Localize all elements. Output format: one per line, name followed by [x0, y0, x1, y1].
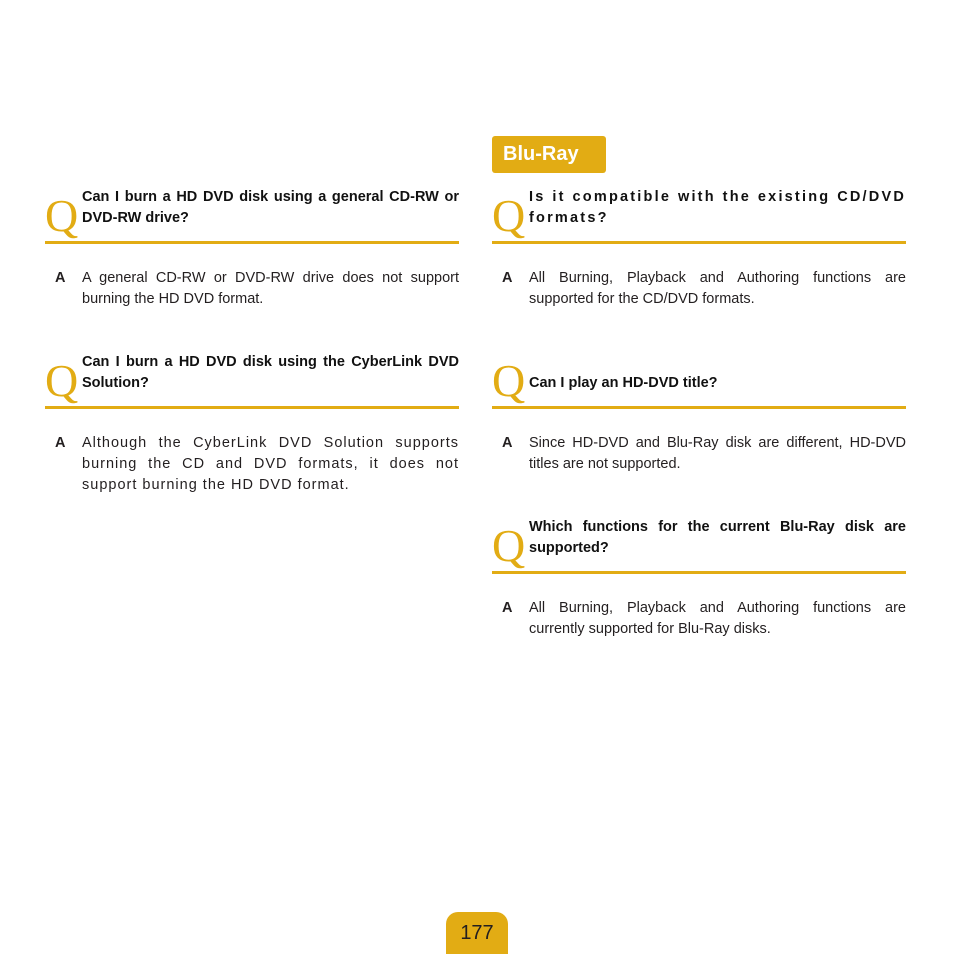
answer-text: Since HD-DVD and Blu-Ray disk are different, HD-DVD titles are not supported. — [529, 435, 906, 472]
answer-block — [492, 598, 906, 640]
answer-marker: A — [502, 600, 513, 616]
answer-block — [45, 433, 459, 496]
answer-block — [45, 268, 459, 310]
faq-item-4 — [492, 355, 906, 475]
answer-block — [492, 268, 906, 310]
faq-item-1 — [45, 189, 459, 310]
answer-marker: A — [55, 435, 66, 451]
section-title: Blu-Ray — [492, 136, 606, 173]
answer-text: All Burning, Playback and Authoring functions are currently supported for Blu-Ray disks. — [529, 600, 906, 637]
answer-text: A general CD-RW or DVD-RW drive does not support burning the HD DVD format. — [82, 270, 459, 307]
question-header — [45, 189, 459, 244]
faq-item-5 — [492, 519, 906, 640]
question-marker: Q — [492, 190, 526, 241]
faq-item-3 — [492, 189, 906, 310]
question-text: Is it compatible with the existing CD/DVD formats? — [529, 189, 906, 226]
page-number: 177 — [446, 912, 508, 954]
answer-marker: A — [502, 270, 513, 286]
question-header — [492, 519, 906, 574]
answer-marker: A — [55, 270, 66, 286]
question-marker: Q — [492, 520, 526, 571]
question-marker: Q — [492, 355, 526, 406]
question-text: Can I play an HD-DVD title? — [529, 375, 718, 391]
question-marker: Q — [45, 355, 79, 406]
faq-item-2 — [45, 354, 459, 496]
answer-text: All Burning, Playback and Authoring functions are supported for the CD/DVD formats. — [529, 270, 906, 307]
question-marker: Q — [45, 190, 79, 241]
answer-text: Although the CyberLink DVD Solution supports burning the CD and DVD formats, it does not support burning the HD DVD format. — [82, 435, 459, 493]
question-header — [45, 354, 459, 409]
question-header — [492, 189, 906, 244]
question-text: Which functions for the current Blu-Ray disk are supported? — [529, 519, 906, 556]
answer-marker: A — [502, 435, 513, 451]
question-header — [492, 355, 906, 409]
question-text: Can I burn a HD DVD disk using a general CD-RW or DVD-RW drive? — [82, 189, 459, 226]
question-text: Can I burn a HD DVD disk using the CyberLink DVD Solution? — [82, 354, 459, 391]
answer-block — [492, 433, 906, 475]
